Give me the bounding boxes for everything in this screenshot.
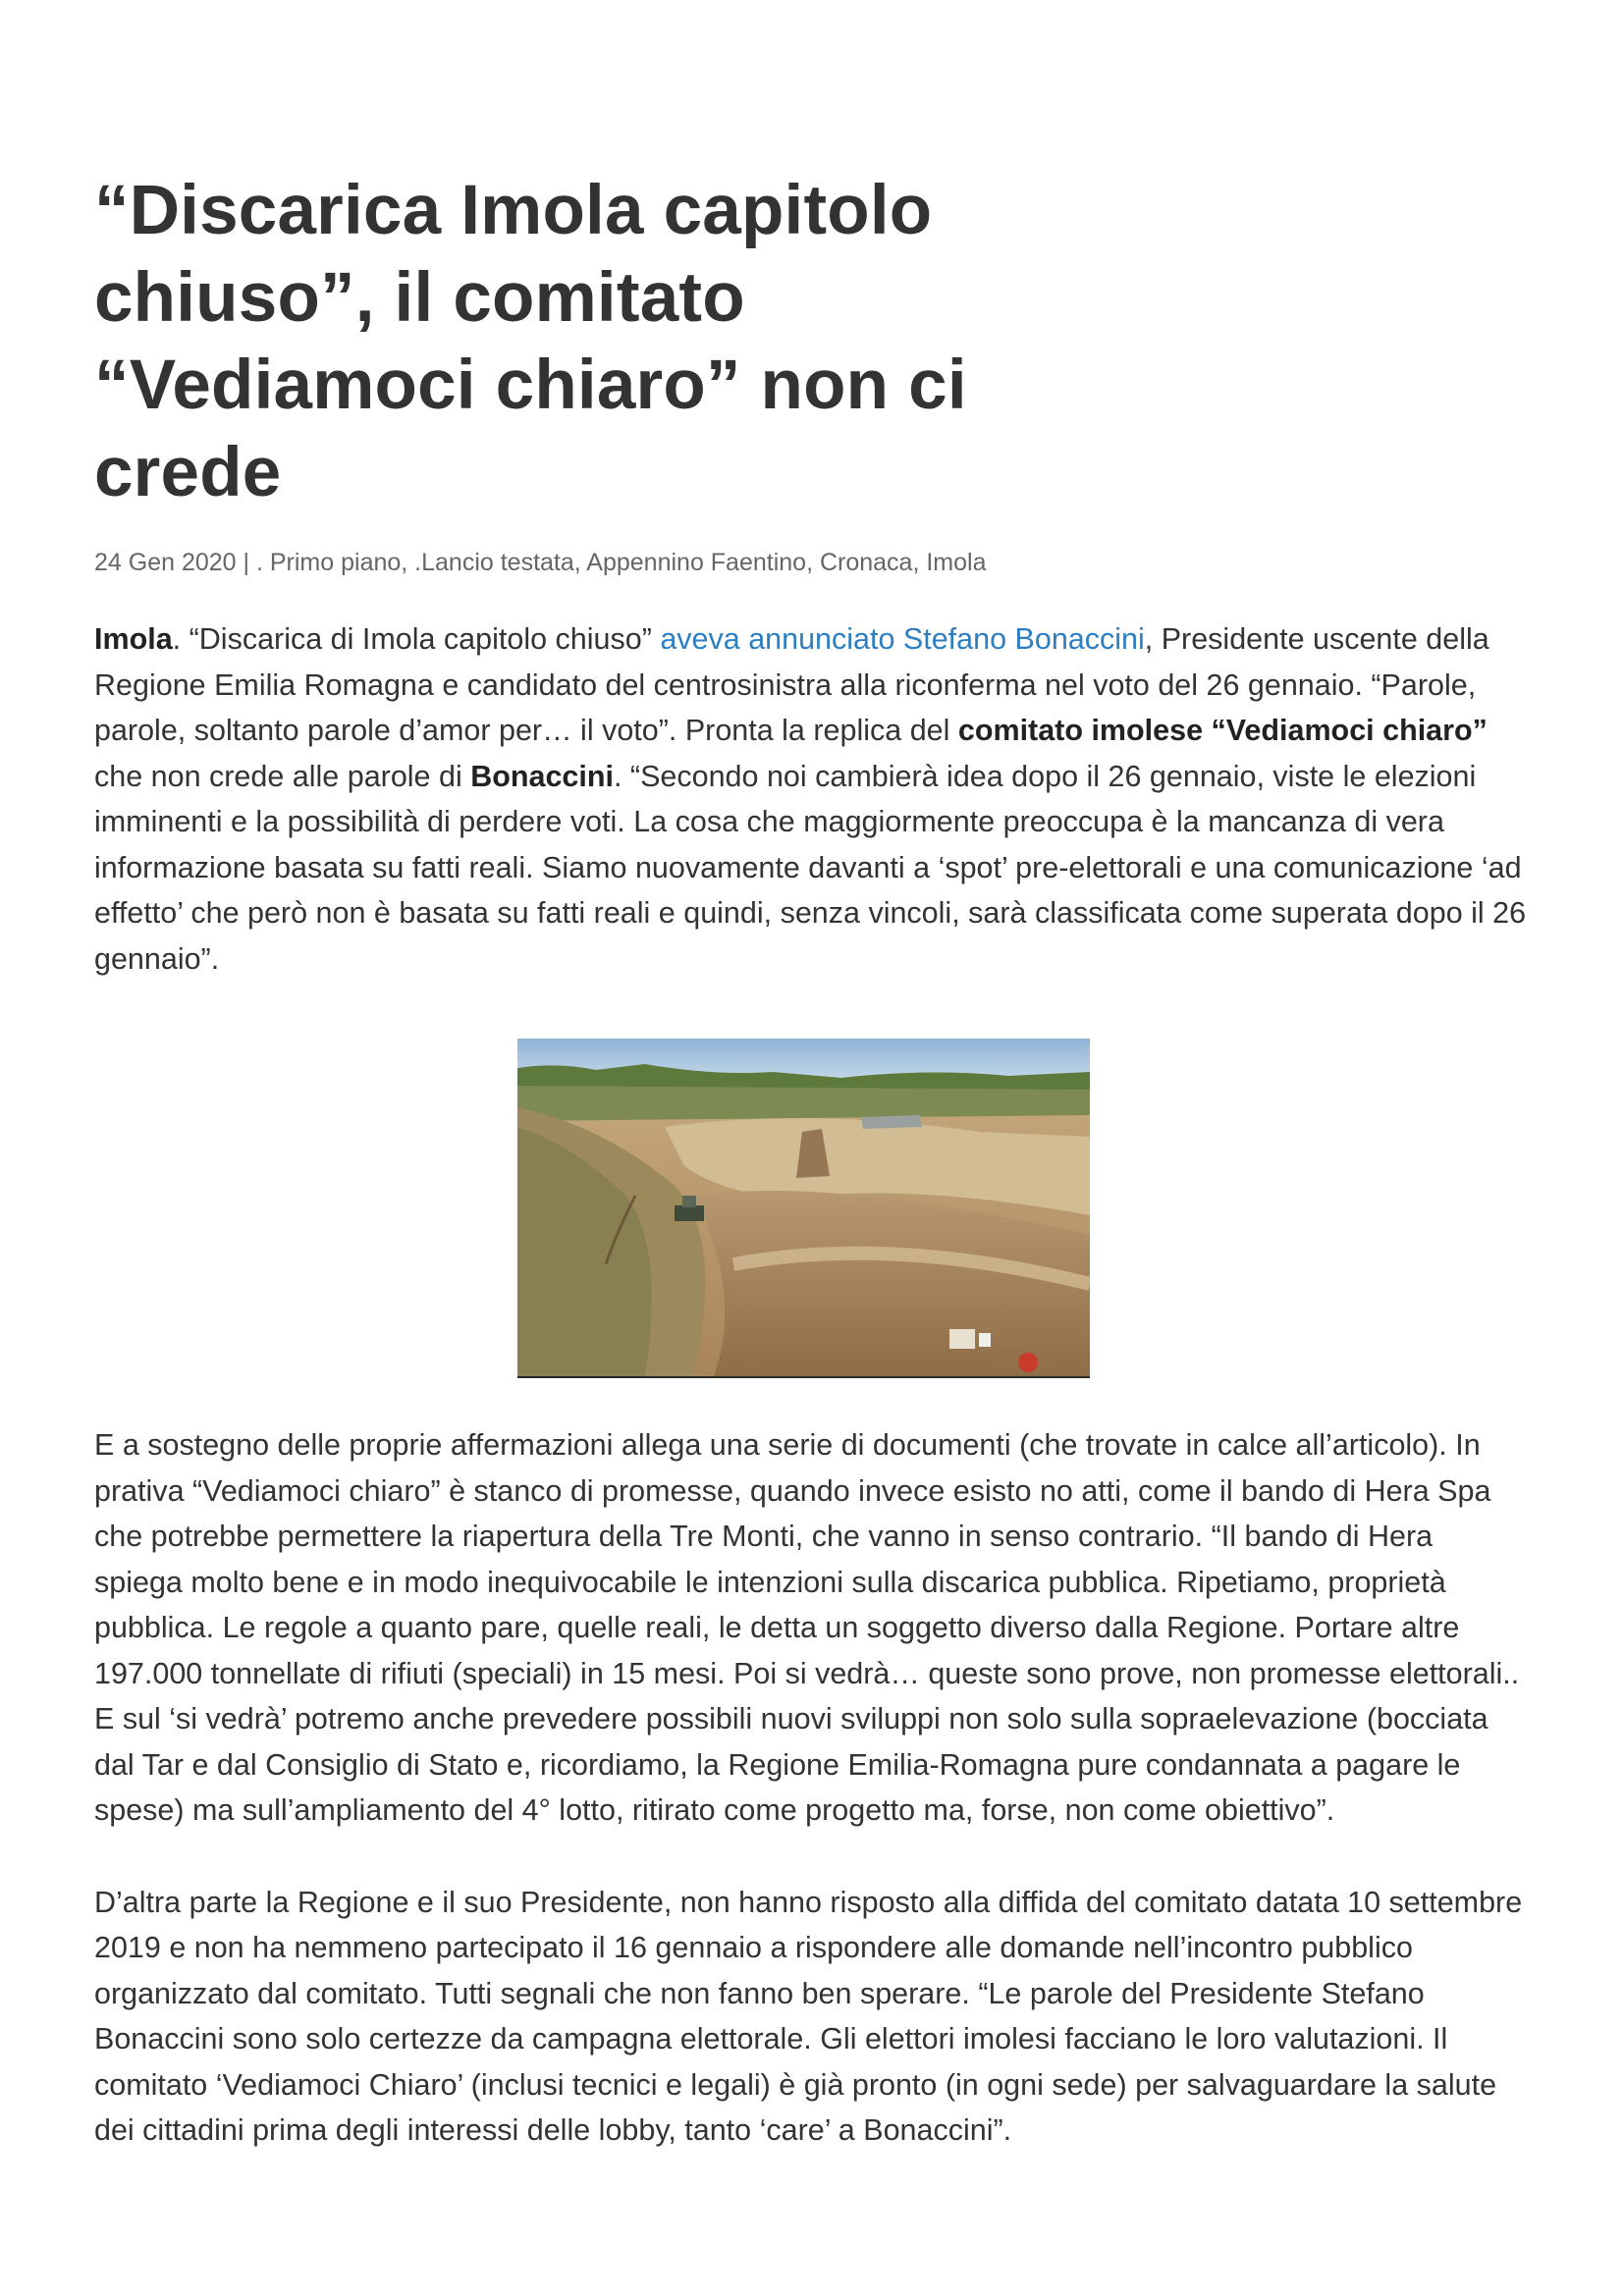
- committee-name-bold: comitato imolese “Vediamoci chiaro”: [957, 714, 1488, 747]
- paragraph-region-response-text: D’altra parte la Regione e il suo Presidente, non hanno risposto alla diffida del comitato datata 10 settembre 2019 e non ha nemmeno partecipato il 16 gennaio a rispondere alle domande nell’incontro pubblico organizzato dal comitato. Tutti segnali che non fanno ben sperare. “Le parole del Presidente Stefano Bonaccini sono solo certezze da campagna elettorale. Gli elettori imolesi facciano le loro valutazioni. Il comitato ‘Vediamoci Chiaro’ (inclusi tecnici e legali) è già pronto (in ogni sede) per salvaguardare la salute dei cittadini prima degli interessi delle lobby, tanto ‘care’ a Bonaccini”.: [94, 1885, 1523, 2147]
- intro-text-4: . “Secondo noi cambierà idea dopo il 26 gennaio, viste le elezioni imminenti e la possibilità di perdere voti. La cosa che maggiormente preoccupa è la mancanza di vera informazione basata su fatti reali. Siamo nuovamente davanti a ‘spot’ pre-elettorali e una comunicazione ‘ad effetto’ che però non è basata su fatti reali e quindi, senza vincoli, sarà classificata come superata dopo il 26 gennaio”.: [94, 759, 1527, 976]
- article-categories[interactable]: . Primo piano, .Lancio testata, Appennino Faentino, Cronaca, Imola: [255, 549, 987, 576]
- article-date: 24 Gen 2020: [94, 549, 237, 576]
- paragraph-documents: [94, 1422, 1528, 1834]
- intro-text-2: , Presidente uscente della Regione Emilia Romagna e candidato del centrosinistra alla riconferma nel voto del 26 gennaio. “Parole, parole, soltanto parole d’amor per… il voto”. Pronta la replica del: [94, 622, 1489, 747]
- intro-text-1: . “Discarica di Imola capitolo chiuso”: [172, 622, 661, 656]
- landfill-photo-illustration: [517, 1039, 1090, 1376]
- paragraph-intro: [94, 616, 1528, 982]
- paragraph-documents-text: E a sostegno delle proprie affermazioni allega una serie di documenti (che trovate in calce all’articolo). In prativa “Vediamoci chiaro” è stanco di promesse, quando invece esisto no atti, come il bando di Hera Spa che potrebbe permettere la riapertura della Tre Monti, che vanno in senso contrario. “Il bando di Hera spiega molto bene e in modo inequivocabile le intenzioni sulla discarica pubblica. Ripetiamo, proprietà pubblica. Le regole a quanto pare, quelle reali, le detta un soggetto diverso dalla Regione. Portare altre 197.000 tonnellate di rifiuti (speciali) in 15 mesi. Poi si vedrà… queste sono prove, non promesse elettorali.. E sul ‘si vedrà’ potremo anche prevedere possibili nuovi sviluppi non solo sulla sopraelevazione (bocciata dal Tar e dal Consiglio di Stato e, ricordiamo, la Regione Emilia-Romagna pure condannata a pagare le spese) ma sull’ampliamento del 4° lotto, ritirato come progetto ma, forse, non come obiettivo”.: [94, 1428, 1520, 1827]
- article-title: “Discarica Imola capitolo chiuso”, il comitato “Vediamoci chiaro” non ci crede: [94, 172, 967, 511]
- landfill-photo: [517, 1039, 1090, 1378]
- article: [94, 167, 1528, 2154]
- lead-location: Imola: [94, 622, 173, 656]
- meta-separator: |: [243, 549, 250, 576]
- article-meta: [94, 546, 1528, 579]
- bonaccini-announcement-link[interactable]: aveva annunciato Stefano Bonaccini: [660, 622, 1145, 656]
- bonaccini-bold: Bonaccini: [470, 759, 614, 793]
- intro-text-3: che non crede alle parole di: [94, 759, 471, 793]
- paragraph-region-response: [94, 1880, 1528, 2154]
